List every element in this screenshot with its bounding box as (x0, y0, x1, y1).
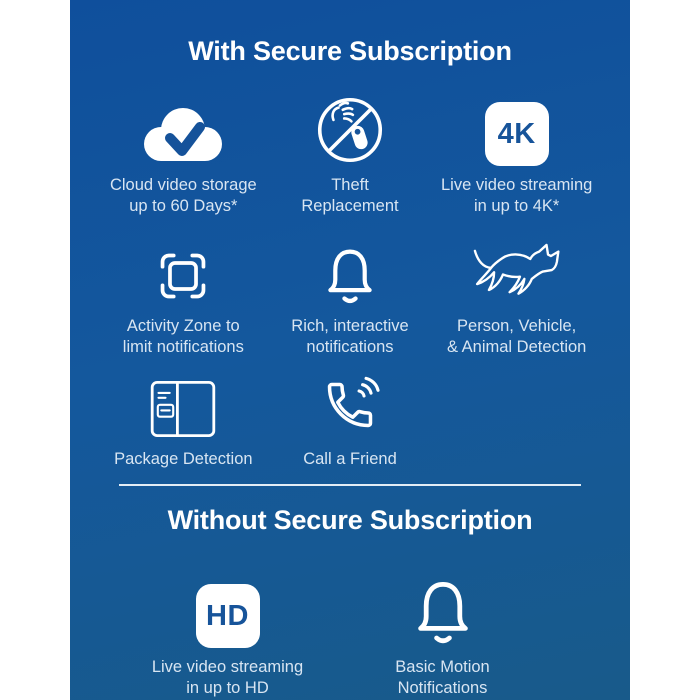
feature-label: Live video streaming in up to HD (151, 658, 304, 697)
feature-basic-notifications (335, 568, 550, 699)
package-icon (148, 378, 218, 440)
feature-label: Package Detection (114, 450, 253, 468)
feature-label: Activity Zone to limit notifications (122, 317, 244, 356)
feature-row-2 (70, 235, 630, 358)
feature-call-friend (267, 374, 434, 470)
feature-activity-zone (100, 235, 267, 358)
section-divider (119, 484, 581, 486)
infographic-panel (70, 0, 630, 700)
feature-row-bottom (70, 568, 630, 699)
feature-label: Cloud video storage up to 60 Days* (109, 176, 257, 215)
feature-cloud-storage (100, 94, 267, 217)
bell-icon (411, 572, 475, 648)
phone-call-icon (315, 370, 385, 440)
feature-hd-streaming (120, 568, 335, 699)
feature-label: Call a Friend (303, 450, 397, 468)
leaping-cat-icon (469, 239, 565, 307)
theft-prohibited-icon (314, 94, 386, 166)
feature-row-1 (70, 94, 630, 217)
feature-label: Basic Motion Notifications (395, 658, 490, 697)
feature-label: Person, Vehicle, & Animal Detection (446, 317, 587, 356)
4k-badge-icon: 4K (485, 102, 549, 166)
section-title-with-subscription: With Secure Subscription (188, 36, 512, 66)
feature-package-detection (100, 374, 267, 470)
feature-label: Theft Replacement (301, 176, 399, 215)
feature-animal-detection (433, 235, 600, 358)
feature-theft-replacement (267, 94, 434, 217)
hd-badge-icon: HD (196, 584, 260, 648)
feature-row-3 (70, 374, 630, 470)
section-title-without-subscription: Without Secure Subscription (167, 505, 533, 535)
feature-rich-notifications (267, 235, 434, 358)
feature-4k-streaming (433, 94, 600, 217)
feature-label: Rich, interactive notifications (291, 317, 409, 356)
cloud-check-icon (137, 102, 229, 166)
activity-zone-icon (152, 245, 214, 307)
bell-icon (322, 241, 378, 307)
feature-label: Live video streaming in up to 4K* (441, 176, 593, 215)
